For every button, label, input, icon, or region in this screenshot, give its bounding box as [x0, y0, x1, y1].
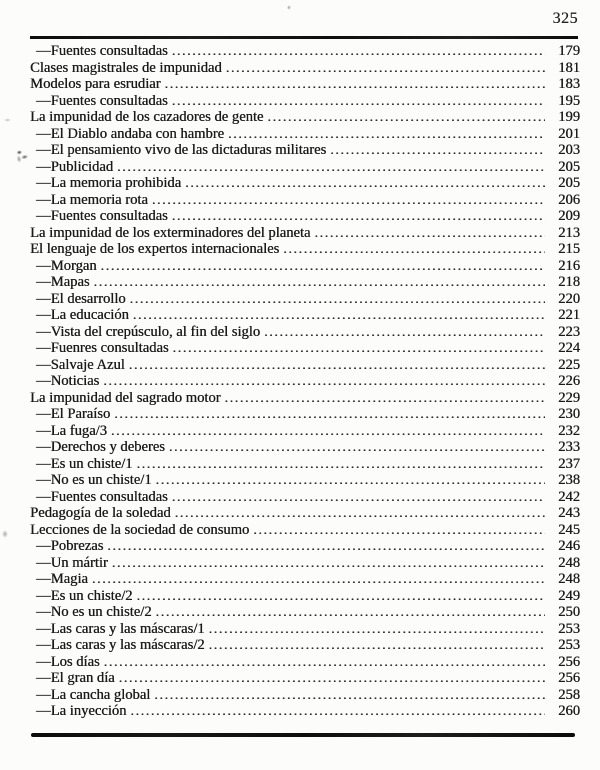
toc-entry: [30, 373, 580, 390]
dot-leader: [165, 76, 546, 94]
toc-entry-title: —Fuentes consultadas: [36, 43, 168, 59]
toc-entry-page: 243: [558, 505, 580, 521]
toc-entry-title: —Derechos y deberes: [36, 439, 165, 455]
dot-leader: [209, 637, 545, 655]
dot-leader: [172, 93, 545, 111]
dot-leader: [156, 604, 545, 622]
toc-entry: [30, 538, 580, 555]
toc-entry-title: Lecciones de la sociedad de consumo: [30, 521, 250, 538]
toc-entry: [30, 456, 580, 473]
toc-entry: [30, 489, 580, 506]
toc-entry-page: 226: [558, 373, 580, 389]
toc-entry-page: 215: [558, 241, 580, 257]
toc-entry-title: —Vista del crepúsculo, al fin del siglo: [36, 323, 261, 340]
toc-entry: [30, 43, 580, 60]
toc-entry-title: —Fuentes consultadas: [36, 92, 168, 109]
dot-leader: [330, 142, 545, 160]
dot-leader: [283, 241, 545, 259]
toc-entry: [30, 439, 580, 456]
toc-entry-page: 221: [558, 307, 580, 323]
toc-entry: [30, 274, 580, 291]
toc-entry: [30, 208, 580, 225]
toc-entry-title: —Noticias: [36, 373, 100, 389]
toc-entry-title: —Mapas: [36, 274, 90, 290]
toc-entry-page: 230: [558, 406, 580, 422]
toc-entry: [30, 472, 580, 489]
dot-leader: [172, 489, 545, 507]
toc-entry-page: 205: [558, 158, 580, 175]
toc-entry-page: 238: [558, 472, 580, 488]
toc-entry: [30, 703, 580, 720]
toc-entry: [30, 505, 580, 522]
toc-entry: [30, 324, 580, 341]
toc-entry-title: —La educación: [36, 307, 129, 323]
toc-entry: [30, 390, 580, 407]
toc-entry-title: —Es un chiste/1: [36, 455, 133, 472]
toc-entry-title: —Los días: [36, 653, 100, 670]
dot-leader: [175, 505, 545, 523]
toc-entry-title: —Las caras y las máscaras/1: [36, 620, 205, 637]
toc-entry: [30, 357, 580, 374]
header-rule: [30, 36, 578, 39]
toc-entry-page: 256: [558, 653, 580, 670]
toc-entry-title: Clases magistrales de impunidad: [30, 59, 222, 76]
toc-entry-title: —Fuentes consultadas: [36, 488, 168, 505]
dot-leader: [103, 373, 545, 391]
toc-entry: [30, 604, 580, 621]
dot-leader: [130, 703, 545, 721]
toc-entry-page: 201: [558, 125, 580, 142]
toc-entry-title: Modelos para esrudiar: [30, 76, 161, 92]
dot-leader: [169, 439, 545, 457]
toc-entry-title: —Magia: [36, 571, 88, 587]
dot-leader: [117, 159, 545, 177]
dot-leader: [253, 522, 545, 540]
dot-leader: [94, 274, 545, 292]
toc-entry: [30, 555, 580, 572]
toc-entry: [30, 522, 580, 539]
toc-entry: [30, 175, 580, 192]
toc-entry-title: La impunidad del sagrado motor: [30, 389, 221, 406]
toc-entry-page: 209: [558, 208, 580, 224]
toc-entry-title: —Un mártir: [36, 554, 108, 571]
toc-entry: [30, 241, 580, 258]
toc-entry-title: —Las caras y las máscaras/2: [36, 637, 205, 653]
toc-entry: [30, 621, 580, 638]
toc-entry: [30, 654, 580, 671]
toc-entry-title: El lenguaje de los expertos internacionales: [30, 241, 280, 257]
dot-leader: [154, 687, 545, 705]
toc-entry-page: 246: [558, 538, 580, 554]
toc-entry-page: 229: [558, 389, 580, 406]
toc-entry-page: 256: [558, 670, 580, 686]
scan-speck-artifact: [4, 118, 11, 122]
toc-entry-page: 216: [558, 257, 580, 274]
dot-leader: [114, 406, 545, 424]
dot-leader: [129, 357, 545, 375]
toc-entry-title: —La memoria prohibida: [36, 175, 182, 191]
dot-leader: [152, 192, 545, 210]
toc-entry-title: —El desarrollo: [36, 290, 126, 307]
toc-entry-page: 233: [558, 439, 580, 455]
toc-entry: [30, 192, 580, 209]
toc-entry: [30, 76, 580, 93]
scan-speck-artifact: [287, 5, 291, 10]
toc-entry-page: 179: [558, 43, 580, 59]
dot-leader: [173, 340, 545, 358]
toc-entry-page: 253: [558, 620, 580, 637]
toc-entry-title: —No es un chiste/1: [36, 472, 152, 488]
toc-entry: [30, 225, 580, 242]
toc-entry-page: 195: [558, 92, 580, 109]
footer-rule: [31, 733, 575, 737]
toc-entry: [30, 159, 580, 176]
toc-entry-title: —Publicidad: [36, 158, 114, 175]
toc-entry-title: —La inyección: [36, 703, 127, 719]
dot-leader: [104, 654, 545, 672]
toc-entry-page: 223: [558, 323, 580, 340]
toc-entry-title: —El Diablo andaba con hambre: [36, 125, 225, 142]
toc-entry-page: 224: [558, 340, 580, 356]
toc-entry-page: 199: [558, 109, 580, 125]
toc-entry-page: 248: [558, 571, 580, 587]
toc-entry-page: 242: [558, 488, 580, 505]
dot-leader: [224, 390, 545, 408]
toc-entry: [30, 687, 580, 704]
dot-leader: [185, 175, 545, 193]
toc-entry-page: 181: [558, 59, 580, 76]
dot-leader: [172, 43, 545, 61]
toc-entry-page: 248: [558, 554, 580, 571]
toc-entry: [30, 571, 580, 588]
toc-entry-title: —Fuentes consultadas: [36, 208, 168, 224]
toc-entry-page: 203: [558, 142, 580, 158]
toc-entry: [30, 307, 580, 324]
dot-leader: [130, 291, 545, 309]
toc-entry-page: 260: [558, 703, 580, 719]
dot-leader: [107, 538, 545, 556]
toc-entry-page: 206: [558, 191, 580, 208]
toc-entry-title: —Morgan: [36, 257, 97, 274]
dot-leader: [101, 258, 545, 276]
dot-leader: [267, 109, 545, 127]
dot-leader: [314, 225, 545, 243]
toc-entry: [30, 109, 580, 126]
toc-entry-title: —La cancha global: [36, 686, 151, 703]
toc-entry-title: —Salvaje Azul: [36, 356, 125, 373]
dot-leader: [136, 456, 545, 474]
toc-entry-page: 258: [558, 686, 580, 703]
toc-entry-page: 253: [558, 637, 580, 653]
toc-entry-page: 249: [558, 587, 580, 604]
toc-entry-title: —El pensamiento vivo de las dictaduras militares: [36, 142, 327, 158]
page-number: 325: [552, 10, 578, 27]
dot-leader: [228, 126, 545, 144]
toc-entry-page: 205: [558, 175, 580, 191]
dot-leader: [92, 571, 545, 589]
toc-entry-title: —El gran día: [36, 670, 115, 686]
scan-speck-artifact: [2, 530, 8, 538]
toc-entry: [30, 406, 580, 423]
dot-leader: [209, 621, 545, 639]
toc-entry: [30, 588, 580, 605]
toc-entry-title: La impunidad de los exterminadores del planeta: [30, 224, 311, 241]
toc-entry: [30, 258, 580, 275]
toc-entry-page: 213: [558, 224, 580, 241]
toc-entry-page: 232: [558, 422, 580, 439]
toc-entry-title: —La fuga/3: [36, 422, 107, 439]
toc-entry: [30, 60, 580, 77]
toc-entry-title: —La memoria rota: [36, 191, 148, 208]
toc-entry-page: 220: [558, 290, 580, 307]
toc-entry: [30, 340, 580, 357]
toc-entry: [30, 670, 580, 687]
toc-entry-title: —Fuenres consultadas: [36, 340, 169, 356]
toc-entry-page: 250: [558, 604, 580, 620]
toc-entry-page: 218: [558, 274, 580, 290]
dot-leader: [226, 60, 545, 78]
dot-leader: [112, 555, 545, 573]
toc-entry: [30, 126, 580, 143]
toc-entry: [30, 93, 580, 110]
toc-entry-page: 225: [558, 356, 580, 373]
toc-entry-title: —Es un chiste/2: [36, 587, 133, 604]
toc-entry-title: —El Paraíso: [36, 406, 111, 422]
toc-entry: [30, 142, 580, 159]
dot-leader: [133, 307, 545, 325]
toc-entry: [30, 291, 580, 308]
toc-entry: [30, 423, 580, 440]
dot-leader: [172, 208, 545, 226]
dot-leader: [136, 588, 545, 606]
table-of-contents: [30, 43, 580, 720]
toc-entry-title: —Pobrezas: [36, 538, 104, 554]
toc-entry-page: 245: [558, 521, 580, 538]
toc-entry-page: 183: [558, 76, 580, 92]
dot-leader: [264, 324, 545, 342]
dot-leader: [119, 670, 545, 688]
toc-entry-title: La impunidad de los cazadores de gente: [30, 109, 264, 125]
dot-leader: [156, 472, 545, 490]
toc-entry-title: Pedagogía de la soledad: [30, 505, 171, 521]
dot-leader: [111, 423, 545, 441]
toc-entry-page: 237: [558, 455, 580, 472]
toc-entry: [30, 637, 580, 654]
toc-entry-title: —No es un chiste/2: [36, 604, 152, 620]
